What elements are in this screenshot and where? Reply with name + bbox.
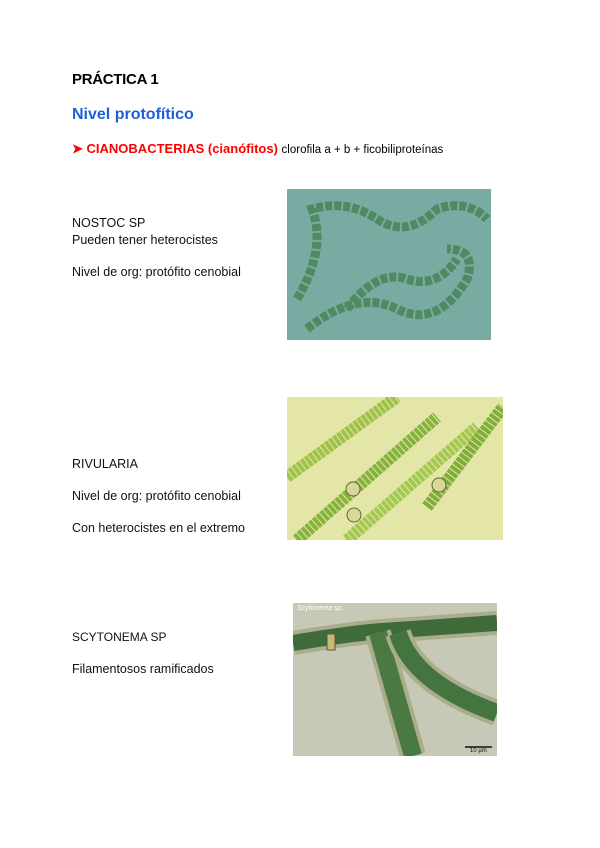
specimen-name: NOSTOC SP	[72, 216, 146, 230]
scytonema-photo	[293, 603, 497, 756]
group-heading: CIANOBACTERIAS (cianófitos)	[86, 141, 278, 156]
specimen-name: RIVULARIA	[72, 457, 138, 471]
nostoc-photo	[287, 189, 491, 340]
section-heading	[72, 141, 443, 157]
specimen-note: Pueden tener heterocistes	[72, 233, 218, 247]
section-subtitle: Nivel protofítico	[72, 106, 194, 123]
scale-bar-label: 10 µm	[470, 748, 487, 754]
specimen-name: SCYTONEMA SP	[72, 630, 167, 644]
rivularia-photo	[287, 397, 503, 540]
photo-caption: Scytonema sp.	[297, 605, 344, 612]
page-title: PRÁCTICA 1	[72, 71, 159, 88]
arrow-bullet-icon: ➤	[72, 141, 83, 156]
specimen-note: Nivel de org: protófito cenobial	[72, 489, 241, 503]
specimen-note: Nivel de org: protófito cenobial	[72, 265, 241, 279]
specimen-note: Filamentosos ramificados	[72, 662, 214, 676]
specimen-note: Con heterocistes en el extremo	[72, 521, 246, 535]
group-detail: clorofila a + b + ficobiliproteínas	[281, 144, 444, 156]
